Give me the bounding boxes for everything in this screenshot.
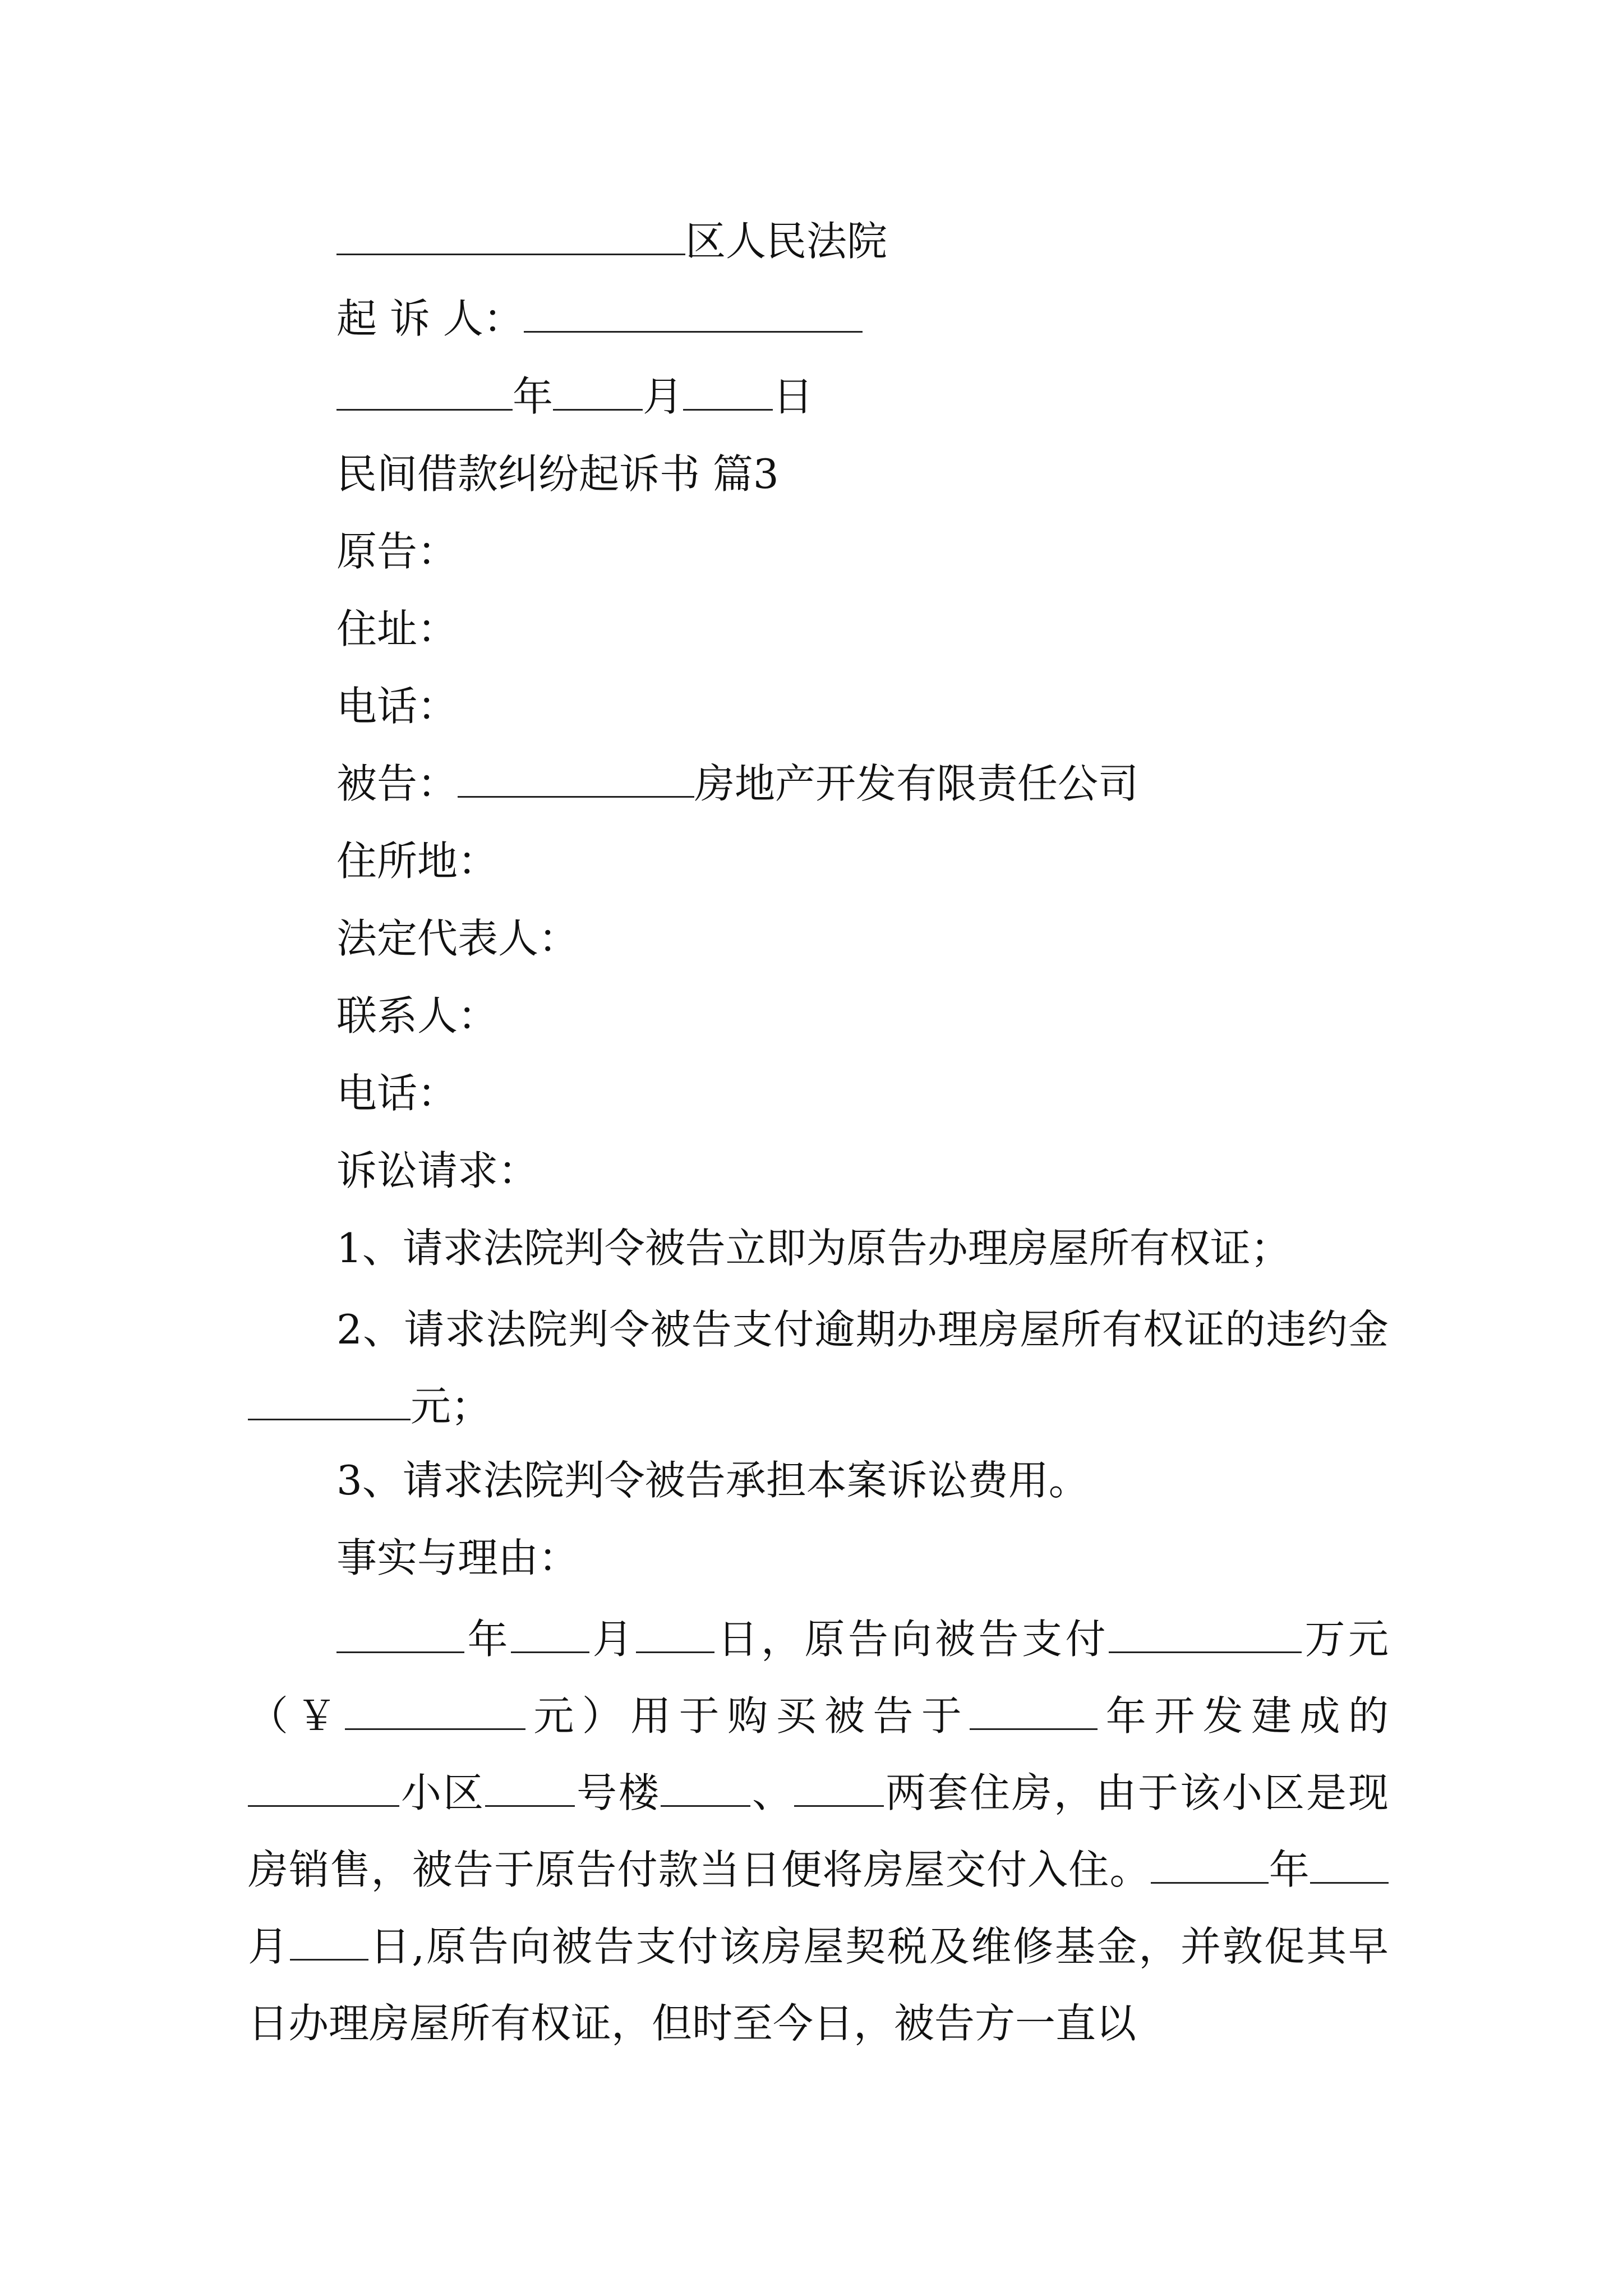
claim-item-2-unit: 元； xyxy=(411,1383,492,1430)
fact-separator: 、 xyxy=(750,1769,794,1816)
defendant-domicile-label: 住所地： xyxy=(336,838,499,885)
plaintiff-address-label: 住址： xyxy=(336,605,458,652)
claims-heading: 诉讼请求： xyxy=(336,1147,539,1194)
fact-day2-blank xyxy=(290,1917,368,1961)
defendant-legal-rep-label: 法定代表人： xyxy=(336,915,579,962)
day-blank xyxy=(683,370,773,411)
fact-building-blank xyxy=(485,1764,575,1807)
plaintiff-phone-label: 电话： xyxy=(336,683,458,730)
fact-month-label: 月 xyxy=(589,1616,636,1663)
plaintiff-signature-blank xyxy=(524,292,863,333)
fact-yuan-blank xyxy=(345,1687,525,1730)
claim-item-3: 3、请求法院判令被告承担本案诉讼费用。 xyxy=(336,1457,1089,1504)
defendant-label: 被告： xyxy=(336,760,458,807)
document-title: 民间借款纠纷起诉书 篇3 xyxy=(336,450,779,498)
court-name-blank xyxy=(336,214,685,255)
facts-paragraph xyxy=(248,1601,1389,2062)
fact-unit1-blank xyxy=(661,1764,750,1807)
fact-building-label: 号楼 xyxy=(575,1769,661,1816)
month-blank xyxy=(553,370,643,411)
fact-day-blank xyxy=(636,1610,714,1653)
plaintiff-signature-line xyxy=(336,292,863,346)
year-label: 年 xyxy=(513,373,554,420)
fact-unit2-blank xyxy=(794,1764,884,1807)
fact-xiaoqu-label: 小区 xyxy=(399,1769,485,1816)
defendant-company-suffix: 房地产开发有限责任公司 xyxy=(694,760,1139,807)
fact-month-blank xyxy=(511,1610,589,1653)
date-line xyxy=(336,370,813,424)
day-label: 日 xyxy=(773,373,814,420)
fact-built-text: 年开发建成的 xyxy=(1098,1692,1389,1740)
defendant-name-blank xyxy=(458,757,694,798)
fact-year-blank xyxy=(336,1610,464,1653)
month-label: 月 xyxy=(643,373,684,420)
defendant-contact-label: 联系人： xyxy=(336,992,499,1039)
court-suffix: 区人民法院 xyxy=(685,218,888,265)
year-blank xyxy=(336,370,513,411)
fact-year2-label: 年 xyxy=(1268,1846,1310,1893)
fact-wan-label: 万元（￥ xyxy=(248,1616,1389,1740)
defendant-phone-label: 电话： xyxy=(336,1070,458,1117)
plaintiff-signature-label: 起 诉 人： xyxy=(336,295,524,342)
fact-delivery-text: 两套住房，由于该小区是现房销售，被告于原告付款当日便将房屋交付入住。 xyxy=(248,1769,1389,1893)
claim-item-2-text: 2、请求法院判令被告支付逾期办理房屋所有权证的违约金 xyxy=(336,1306,1389,1353)
penalty-amount-blank xyxy=(248,1377,411,1420)
fact-year-label: 年 xyxy=(464,1616,511,1663)
fact-rest-text: 日,原告向被告支付该房屋契税及维修基金，并敦促其早日办理房屋所有权证，但时至今日，被告方一直以 xyxy=(248,1923,1389,2047)
fact-year2-blank xyxy=(1151,1841,1269,1884)
fact-month2-blank xyxy=(1310,1841,1389,1884)
defendant-line xyxy=(336,757,1138,811)
claim-item-1: 1、请求法院判令被告立即为原告办理房屋所有权证； xyxy=(336,1225,1291,1272)
fact-month2-label: 月 xyxy=(248,1923,290,1970)
claim-item-2 xyxy=(248,1291,1389,1445)
fact-wan-blank xyxy=(1109,1610,1302,1653)
plaintiff-label: 原告： xyxy=(336,528,458,575)
fact-payment-text: 日，原告向被告支付 xyxy=(714,1616,1109,1663)
fact-purchase-text: 元）用于购买被告于 xyxy=(525,1692,970,1740)
court-line xyxy=(336,214,887,268)
fact-built-year-blank xyxy=(970,1687,1098,1730)
fact-xiaoqu-blank xyxy=(248,1764,399,1807)
facts-heading: 事实与理由： xyxy=(336,1534,579,1581)
